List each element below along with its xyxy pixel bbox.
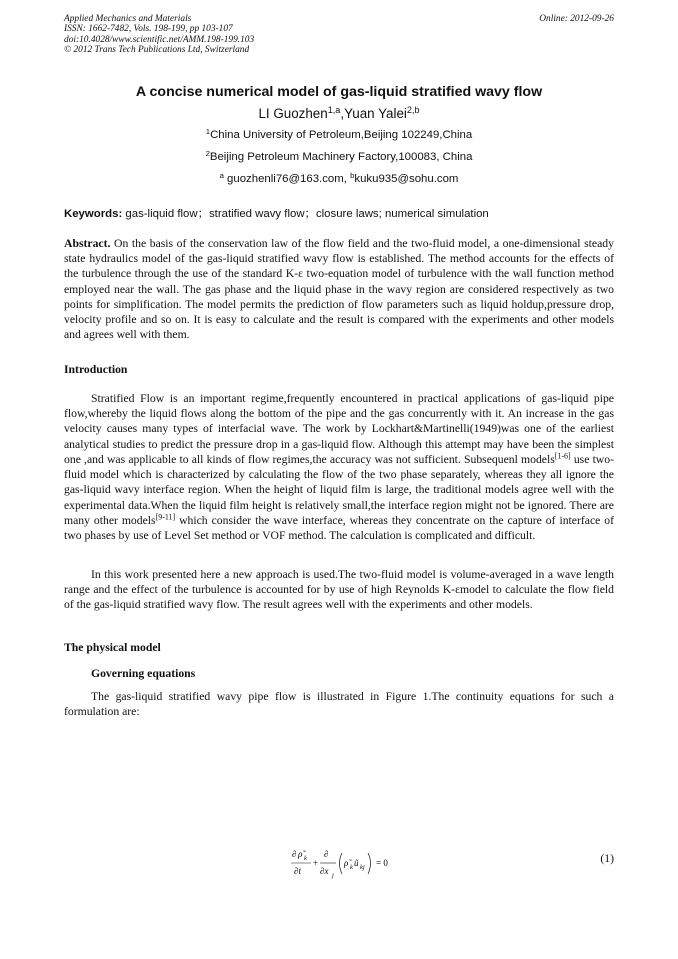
journal-name: Applied Mechanics and Materials <box>64 14 192 24</box>
email-b-text: kuku935@sohu.com <box>354 172 459 185</box>
eq-frac2-sub-j: j <box>332 872 334 879</box>
affiliation-2-text: Beijing Petroleum Machinery Factory,100083, China <box>209 150 473 163</box>
continuity-equation <box>290 845 400 881</box>
journal-info <box>64 14 254 56</box>
author-1-name: LI Guozhen <box>258 105 328 121</box>
author-2-name: Yuan Yalei <box>344 105 407 121</box>
eq-frac2-denominator: ∂x <box>320 866 329 876</box>
affiliation-1 <box>64 128 614 142</box>
issn-line: ISSN: 1662-7482, Vols. 198-199, pp 103-107 <box>64 24 233 35</box>
abstract-label: Abstract. <box>64 236 111 250</box>
section-heading-introduction: Introduction <box>64 362 128 376</box>
eq-frac1-k: k <box>304 855 307 862</box>
keywords <box>64 207 614 221</box>
running-header <box>64 14 614 56</box>
keywords-text: gas-liquid flow；stratified wavy flow；closure laws; numerical simulation <box>122 207 489 220</box>
email-a-sup: a <box>219 170 224 180</box>
email-line <box>64 172 614 186</box>
subsection-heading-governing-equations: Governing equations <box>91 666 196 680</box>
introduction-paragraph-2: In this work presented here a new approach is used.The two-fluid model is volume-averaged in a wave length range and the effect of the turbulence is accounted for by use of high Reynolds K-εmodel to calculate the flow field of the gas-liquid stratified wavy flow. The result agrees well with the experiments and other models. <box>64 567 614 612</box>
section-heading-physical-model: The physical model <box>64 640 161 654</box>
introduction-paragraph-1 <box>64 391 614 544</box>
equation-number: (1) <box>600 852 614 865</box>
eq-frac1-rho: ρ̃ <box>298 849 303 859</box>
author-separator: , <box>340 105 345 121</box>
eq-frac1-denominator: ∂t <box>294 866 301 876</box>
intro-p1-part-1: Stratified Flow is an important regime,frequently encountered in practical applications of gas-liquid pipe flow,whereby the liquid flows along the bottom of the pipe and the gas concurrently with it. An increase in the gas velocity causes many types of interfacial wave. The work by Lockhart&Martinelli(1949)was one of the earliest analytical studies to predict the pressure drop in a gas-liquid flow. Although this attempt may have been the simplest one ,and was applicable to all kinds of flow regimes,the accuracy was not sufficient. Subsequenl models <box>64 391 614 466</box>
eq-equals-zero: = 0 <box>376 858 388 868</box>
intro-p1-part-2: use two-fluid model which is characterized by calculating the flow of the two phase separately, whereas they all ignore the gas-liquid wavy interface region. When the height of liquid film is large, the traditional models agree well with the experimental data.When the liquid film height is relatively small,the interface region might not be ignored. There are many other models <box>64 452 614 528</box>
affiliation-2 <box>64 150 614 164</box>
paper-title: A concise numerical model of gas-liquid stratified wavy flow <box>135 83 543 100</box>
eq-right-paren <box>368 853 371 874</box>
eq-frac1-partial: ∂ <box>292 849 297 859</box>
affiliation-2-sup: 2 <box>205 148 210 158</box>
intro-p1-part-3: which consider the wave interface, whereas they concentrate on the capture of interface of two phases by use of Level Set method or VOF method. The calculation is complicated and difficult. <box>64 514 614 543</box>
author-2-sup: 2,b <box>406 104 420 115</box>
eq-rho-sub-k: k <box>350 864 353 871</box>
eq-u: ũ <box>354 858 359 868</box>
eq-left-paren <box>340 853 343 874</box>
author-line <box>64 106 614 122</box>
physical-model-paragraph: The gas-liquid stratified wavy pipe flow is illustrated in Figure 1.The continuity equations for such a formulation are: <box>64 689 614 718</box>
eq-rho: ρ̃ <box>344 858 349 868</box>
eq-frac2-partial: ∂ <box>324 849 329 859</box>
copyright-line: © 2012 Trans Tech Publications Ltd, Switzerland <box>64 45 250 56</box>
affiliation-1-text: China University of Petroleum,Beijing 102249,China <box>210 128 473 141</box>
author-1-sup: 1,a <box>327 104 341 115</box>
affiliation-1-sup: 1 <box>205 126 211 136</box>
eq-plus: + <box>313 858 319 868</box>
abstract <box>64 236 614 343</box>
doi-line: doi:10.4028/www.scientific.net/AMM.198-199.103 <box>64 34 255 45</box>
eq-u-sub-kj: kj <box>360 864 365 871</box>
citation-9-11: [9-11] <box>155 512 176 522</box>
email-b-sup: b <box>350 170 355 180</box>
online-date: Online: 2012-09-26 <box>539 14 614 24</box>
citation-1-6: [1-6] <box>554 451 571 461</box>
email-a-text: guozhenli76@163.com, <box>223 172 351 185</box>
keywords-label: Keywords: <box>64 207 123 220</box>
abstract-text: On the basis of the conservation law of the flow field and the two-fluid model, a one-dimensional steady state hydraulics model of the gas-liquid stratified wavy flow is established. The method accounts for the effects of the turbulence through the use of the standard K-ε two-equation model of turbulence with the wall function method employed near the wall. The gas phase and the liquid phase in the wavy region are considered respectively as two points for simplification. The model permits the prediction of flow parameters such as liquid holdup,pressure drop, velocity profile and so on. It is easy to calculate and the result is compared with the experiments and other models and agrees well with them. <box>64 236 614 342</box>
